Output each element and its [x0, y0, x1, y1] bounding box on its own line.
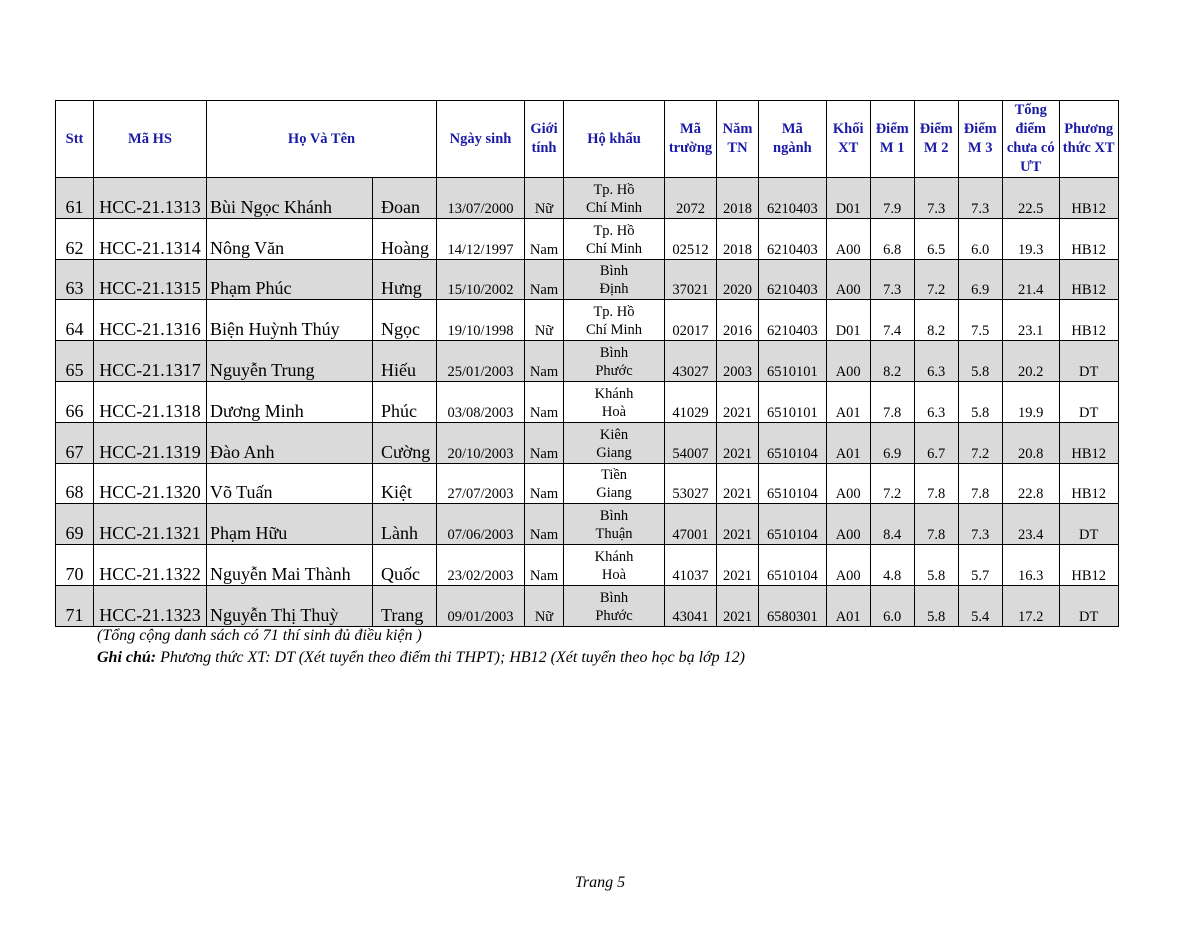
cell-diem-m1: 6.8 [870, 218, 914, 259]
cell-khoi: A00 [826, 463, 870, 504]
table-row [56, 259, 1119, 300]
cell-ten: Quốc [373, 545, 437, 586]
header-nam-tn: Năm TN [717, 101, 759, 178]
cell-diem-m2: 6.3 [914, 341, 958, 382]
cell-diem-m3: 7.2 [958, 422, 1002, 463]
cell-phuong-thuc: DT [1059, 341, 1118, 382]
cell-stt: 70 [56, 545, 94, 586]
cell-diem-m3: 6.0 [958, 218, 1002, 259]
cell-ma-truong: 41029 [665, 381, 717, 422]
cell-diem-m2: 7.8 [914, 504, 958, 545]
cell-stt: 62 [56, 218, 94, 259]
header-ho-ten: Họ Và Tên [207, 101, 437, 178]
header-diem-m2: Điểm M 2 [914, 101, 958, 178]
cell-diem-m1: 6.0 [870, 585, 914, 626]
header-ma-truong: Mã trường [665, 101, 717, 178]
cell-phuong-thuc: HB12 [1059, 545, 1118, 586]
table-row [56, 178, 1119, 219]
cell-nam-tn: 2021 [717, 381, 759, 422]
cell-khoi: A00 [826, 341, 870, 382]
cell-stt: 61 [56, 178, 94, 219]
table-row [56, 463, 1119, 504]
cell-ma-hs: HCC-21.1322 [94, 545, 207, 586]
cell-diem-m3: 5.8 [958, 341, 1002, 382]
cell-diem-m3: 5.4 [958, 585, 1002, 626]
cell-ho: Bùi Ngọc Khánh [207, 178, 373, 219]
cell-khoi: D01 [826, 178, 870, 219]
cell-phuong-thuc: DT [1059, 504, 1118, 545]
cell-diem-m2: 7.3 [914, 178, 958, 219]
cell-ho-khau: Bình Phước [564, 341, 665, 382]
cell-ma-hs: HCC-21.1315 [94, 259, 207, 300]
cell-diem-m1: 6.9 [870, 422, 914, 463]
cell-khoi: A00 [826, 259, 870, 300]
cell-tong: 22.5 [1002, 178, 1059, 219]
cell-ma-nganh: 6210403 [759, 300, 827, 341]
total-note: (Tổng cộng danh sách có 71 thí sinh đủ điều kiện ) [97, 627, 422, 644]
cell-ma-hs: HCC-21.1320 [94, 463, 207, 504]
cell-tong: 20.2 [1002, 341, 1059, 382]
table-row [56, 218, 1119, 259]
cell-diem-m1: 7.3 [870, 259, 914, 300]
cell-stt: 63 [56, 259, 94, 300]
cell-diem-m2: 6.5 [914, 218, 958, 259]
cell-ho: Nguyễn Trung [207, 341, 373, 382]
cell-ngay-sinh: 07/06/2003 [437, 504, 525, 545]
header-ho-khau: Hộ khẩu [564, 101, 665, 178]
cell-nam-tn: 2020 [717, 259, 759, 300]
cell-diem-m2: 8.2 [914, 300, 958, 341]
table-row [56, 422, 1119, 463]
cell-diem-m1: 7.8 [870, 381, 914, 422]
table-row [56, 381, 1119, 422]
cell-nam-tn: 2021 [717, 504, 759, 545]
table-row [56, 341, 1119, 382]
cell-ngay-sinh: 19/10/1998 [437, 300, 525, 341]
cell-ngay-sinh: 27/07/2003 [437, 463, 525, 504]
cell-tong: 17.2 [1002, 585, 1059, 626]
cell-ngay-sinh: 14/12/1997 [437, 218, 525, 259]
cell-ngay-sinh: 15/10/2002 [437, 259, 525, 300]
cell-diem-m2: 5.8 [914, 545, 958, 586]
cell-stt: 66 [56, 381, 94, 422]
cell-nam-tn: 2021 [717, 585, 759, 626]
cell-ma-nganh: 6210403 [759, 218, 827, 259]
cell-ho: Biện Huỳnh Thúy [207, 300, 373, 341]
cell-ma-truong: 54007 [665, 422, 717, 463]
cell-ho-khau: Tiền Giang [564, 463, 665, 504]
cell-nam-tn: 2021 [717, 422, 759, 463]
cell-ho: Nông Văn [207, 218, 373, 259]
cell-tong: 23.1 [1002, 300, 1059, 341]
cell-khoi: A00 [826, 545, 870, 586]
cell-diem-m2: 5.8 [914, 585, 958, 626]
cell-ma-truong: 02017 [665, 300, 717, 341]
cell-ten: Phúc [373, 381, 437, 422]
cell-diem-m3: 7.5 [958, 300, 1002, 341]
cell-khoi: A01 [826, 422, 870, 463]
cell-ma-nganh: 6580301 [759, 585, 827, 626]
cell-ma-nganh: 6510101 [759, 341, 827, 382]
cell-ma-hs: HCC-21.1313 [94, 178, 207, 219]
cell-ma-hs: HCC-21.1314 [94, 218, 207, 259]
cell-ten: Hoàng [373, 218, 437, 259]
cell-stt: 68 [56, 463, 94, 504]
cell-ma-nganh: 6510104 [759, 545, 827, 586]
cell-gioi-tinh: Nam [525, 422, 564, 463]
cell-gioi-tinh: Nam [525, 545, 564, 586]
cell-khoi: D01 [826, 300, 870, 341]
cell-khoi: A00 [826, 218, 870, 259]
cell-ngay-sinh: 25/01/2003 [437, 341, 525, 382]
cell-tong: 19.3 [1002, 218, 1059, 259]
cell-ngay-sinh: 13/07/2000 [437, 178, 525, 219]
cell-phuong-thuc: HB12 [1059, 463, 1118, 504]
cell-nam-tn: 2021 [717, 545, 759, 586]
cell-phuong-thuc: HB12 [1059, 218, 1118, 259]
cell-tong: 22.8 [1002, 463, 1059, 504]
header-tong-diem: Tổng điểm chưa có ƯT [1002, 101, 1059, 178]
cell-nam-tn: 2016 [717, 300, 759, 341]
cell-ten: Hiếu [373, 341, 437, 382]
cell-ho: Phạm Phúc [207, 259, 373, 300]
cell-ma-truong: 2072 [665, 178, 717, 219]
cell-phuong-thuc: HB12 [1059, 422, 1118, 463]
header-stt: Stt [56, 101, 94, 178]
cell-phuong-thuc: DT [1059, 381, 1118, 422]
cell-ho-khau: Khánh Hoà [564, 381, 665, 422]
cell-stt: 64 [56, 300, 94, 341]
header-diem-m1: Điểm M 1 [870, 101, 914, 178]
cell-diem-m3: 6.9 [958, 259, 1002, 300]
cell-phuong-thuc: HB12 [1059, 178, 1118, 219]
cell-ma-truong: 43041 [665, 585, 717, 626]
candidate-table [55, 100, 1119, 627]
cell-ngay-sinh: 20/10/2003 [437, 422, 525, 463]
cell-ten: Đoan [373, 178, 437, 219]
cell-ma-truong: 02512 [665, 218, 717, 259]
cell-gioi-tinh: Nữ [525, 585, 564, 626]
cell-tong: 20.8 [1002, 422, 1059, 463]
method-note [97, 649, 745, 667]
cell-ngay-sinh: 03/08/2003 [437, 381, 525, 422]
cell-ma-truong: 43027 [665, 341, 717, 382]
cell-ten: Trang [373, 585, 437, 626]
cell-khoi: A01 [826, 381, 870, 422]
cell-gioi-tinh: Nam [525, 341, 564, 382]
header-gioi-tinh: Giới tính [525, 101, 564, 178]
page-number: Trang 5 [574, 874, 626, 891]
cell-ho-khau: Khánh Hoà [564, 545, 665, 586]
cell-stt: 67 [56, 422, 94, 463]
cell-ma-nganh: 6510104 [759, 504, 827, 545]
cell-ngay-sinh: 09/01/2003 [437, 585, 525, 626]
cell-gioi-tinh: Nam [525, 504, 564, 545]
cell-ten: Cường [373, 422, 437, 463]
cell-ho: Võ Tuấn [207, 463, 373, 504]
cell-ma-hs: HCC-21.1321 [94, 504, 207, 545]
cell-nam-tn: 2018 [717, 178, 759, 219]
cell-ho: Đào Anh [207, 422, 373, 463]
cell-gioi-tinh: Nam [525, 463, 564, 504]
cell-ma-hs: HCC-21.1318 [94, 381, 207, 422]
table-row [56, 300, 1119, 341]
cell-diem-m3: 7.8 [958, 463, 1002, 504]
header-khoi-xt: Khối XT [826, 101, 870, 178]
cell-diem-m2: 6.3 [914, 381, 958, 422]
cell-ho-khau: Tp. Hồ Chí Minh [564, 300, 665, 341]
header-ngay-sinh: Ngày sinh [437, 101, 525, 178]
cell-diem-m2: 7.2 [914, 259, 958, 300]
cell-ma-hs: HCC-21.1323 [94, 585, 207, 626]
table-row [56, 545, 1119, 586]
cell-nam-tn: 2003 [717, 341, 759, 382]
header-diem-m3: Điểm M 3 [958, 101, 1002, 178]
cell-diem-m3: 5.8 [958, 381, 1002, 422]
cell-stt: 65 [56, 341, 94, 382]
cell-ho-khau: Bình Phước [564, 585, 665, 626]
cell-diem-m1: 8.2 [870, 341, 914, 382]
cell-ho-khau: Tp. Hồ Chí Minh [564, 218, 665, 259]
cell-khoi: A01 [826, 585, 870, 626]
cell-stt: 71 [56, 585, 94, 626]
cell-diem-m3: 7.3 [958, 504, 1002, 545]
cell-ma-nganh: 6510104 [759, 422, 827, 463]
cell-diem-m3: 7.3 [958, 178, 1002, 219]
cell-ho: Phạm Hữu [207, 504, 373, 545]
header-ma-hs: Mã HS [94, 101, 207, 178]
cell-ma-nganh: 6510104 [759, 463, 827, 504]
cell-gioi-tinh: Nam [525, 218, 564, 259]
note-label: Ghi chú: [97, 649, 157, 666]
cell-tong: 23.4 [1002, 504, 1059, 545]
cell-ma-truong: 53027 [665, 463, 717, 504]
cell-ma-truong: 37021 [665, 259, 717, 300]
cell-ho-khau: Kiên Giang [564, 422, 665, 463]
cell-gioi-tinh: Nam [525, 259, 564, 300]
cell-phuong-thuc: HB12 [1059, 300, 1118, 341]
cell-gioi-tinh: Nam [525, 381, 564, 422]
cell-ma-nganh: 6210403 [759, 178, 827, 219]
cell-tong: 19.9 [1002, 381, 1059, 422]
cell-ho: Nguyễn Thị Thuỳ [207, 585, 373, 626]
header-phuong-thuc: Phương thức XT [1059, 101, 1118, 178]
cell-diem-m1: 4.8 [870, 545, 914, 586]
cell-ho-khau: Bình Định [564, 259, 665, 300]
header-ma-nganh: Mã ngành [759, 101, 827, 178]
cell-khoi: A00 [826, 504, 870, 545]
cell-nam-tn: 2018 [717, 218, 759, 259]
cell-tong: 16.3 [1002, 545, 1059, 586]
cell-nam-tn: 2021 [717, 463, 759, 504]
cell-ma-nganh: 6210403 [759, 259, 827, 300]
cell-ngay-sinh: 23/02/2003 [437, 545, 525, 586]
table-row [56, 504, 1119, 545]
cell-diem-m2: 6.7 [914, 422, 958, 463]
cell-ma-truong: 41037 [665, 545, 717, 586]
cell-ma-hs: HCC-21.1316 [94, 300, 207, 341]
cell-ho-khau: Bình Thuận [564, 504, 665, 545]
cell-phuong-thuc: HB12 [1059, 259, 1118, 300]
cell-ten: Kiệt [373, 463, 437, 504]
cell-ho: Dương Minh [207, 381, 373, 422]
cell-gioi-tinh: Nữ [525, 178, 564, 219]
header-row [56, 101, 1119, 178]
table-row [56, 585, 1119, 626]
cell-gioi-tinh: Nữ [525, 300, 564, 341]
cell-ma-hs: HCC-21.1317 [94, 341, 207, 382]
cell-ma-truong: 47001 [665, 504, 717, 545]
cell-diem-m1: 7.2 [870, 463, 914, 504]
cell-diem-m1: 7.9 [870, 178, 914, 219]
cell-diem-m1: 8.4 [870, 504, 914, 545]
cell-phuong-thuc: DT [1059, 585, 1118, 626]
cell-ten: Lành [373, 504, 437, 545]
cell-ho-khau: Tp. Hồ Chí Minh [564, 178, 665, 219]
cell-stt: 69 [56, 504, 94, 545]
cell-ho: Nguyễn Mai Thành [207, 545, 373, 586]
note-text: Phương thức XT: DT (Xét tuyển theo điểm thi THPT); HB12 (Xét tuyển theo học bạ lớp 12) [156, 649, 745, 666]
cell-tong: 21.4 [1002, 259, 1059, 300]
cell-ma-nganh: 6510101 [759, 381, 827, 422]
cell-diem-m2: 7.8 [914, 463, 958, 504]
cell-ten: Ngọc [373, 300, 437, 341]
cell-ten: Hưng [373, 259, 437, 300]
cell-diem-m3: 5.7 [958, 545, 1002, 586]
cell-ma-hs: HCC-21.1319 [94, 422, 207, 463]
cell-diem-m1: 7.4 [870, 300, 914, 341]
